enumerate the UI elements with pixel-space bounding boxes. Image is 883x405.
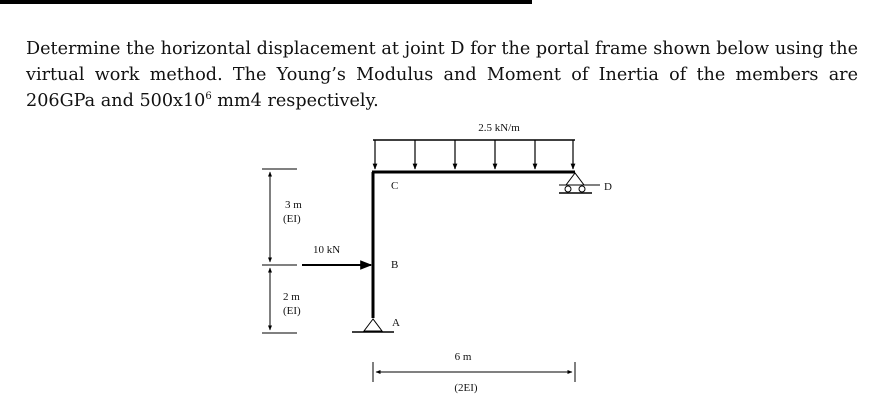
span-length-label: 6 m (454, 351, 472, 363)
lower-height-label: 2 m (283, 291, 300, 303)
problem-text-1: Determine the horizontal displacement at joint D for the portal frame shown below using the virtual work method. The Young’s Modulus and Moment of Inertia of the members are 206GPa and 500x10 (26, 38, 858, 111)
roller-support-d (559, 173, 600, 193)
upper-height-label: 3 m (285, 199, 302, 211)
span-dimension (373, 362, 575, 382)
joint-c-label: C (391, 180, 399, 192)
joint-d-label: D (604, 181, 612, 193)
udl-label: 2.5 kN/m (478, 122, 520, 134)
distributed-load (373, 140, 575, 169)
problem-exponent: 6 (205, 90, 212, 102)
problem-text-2: mm4 respectively. (211, 90, 379, 111)
lower-stiffness-label: (EI) (283, 305, 301, 317)
point-load-label: 10 kN (313, 244, 341, 256)
joint-b-label: B (391, 259, 399, 271)
span-stiffness-label: (2EI) (454, 382, 478, 394)
joint-a-label: A (392, 317, 400, 329)
upper-stiffness-label: (EI) (283, 213, 301, 225)
pin-support-a (352, 319, 394, 332)
